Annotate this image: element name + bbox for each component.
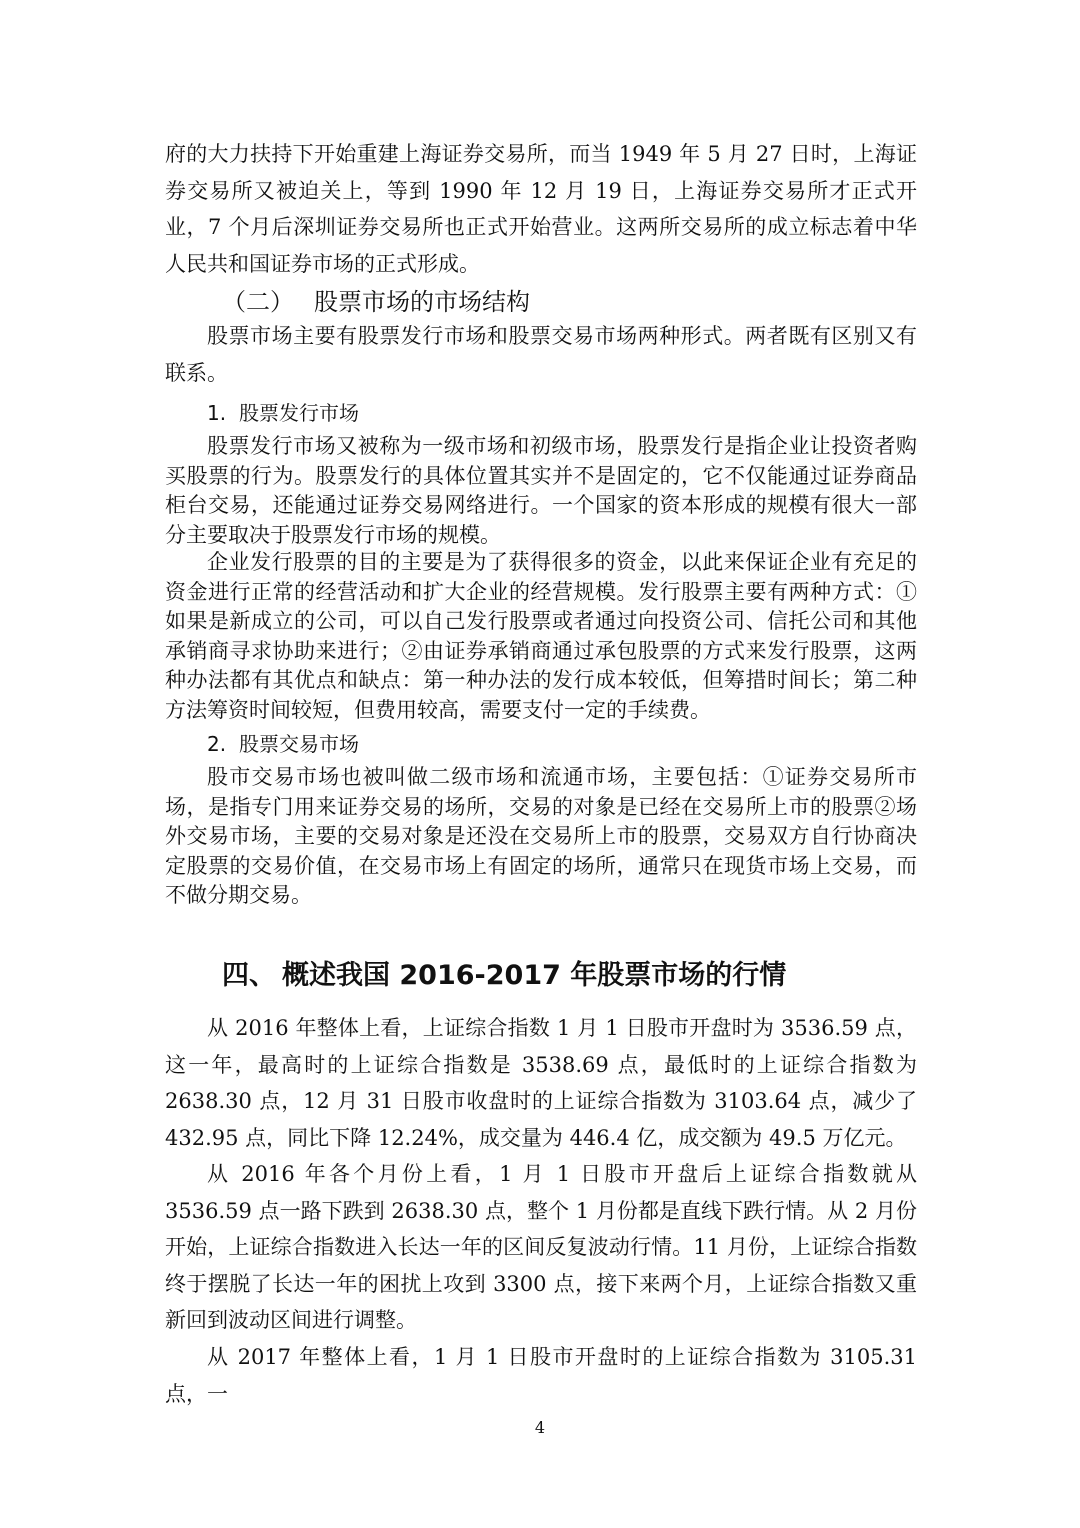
subheading-number: 1.: [207, 401, 227, 425]
paragraph-continuation: 府的大力扶持下开始重建上海证券交易所，而当 1949 年 5 月 27 日时，上海证券交易所又被迫关上，等到 1990 年 12 月 19 日，上海证券交易所才正式开业，7 个月后深圳证券交易所也正式开始营业。这两所交易所的成立标志着中华人民共和国证券市场的正式形成。: [165, 142, 917, 276]
subheading-trade-market: [207, 728, 359, 757]
subheading-issue-market: [207, 397, 359, 426]
chapter-number: 四、: [222, 960, 276, 991]
paragraph-structure-intro: 股票市场主要有股票发行市场和股票交易市场两种形式。两者既有区别又有联系。: [165, 324, 917, 385]
chapter-title: 概述我国 2016-2017 年股票市场的行情: [282, 960, 787, 991]
subheading-title: 股票交易市场: [239, 732, 359, 756]
paragraph-2016-overall: 从 2016 年整体上看，上证综合指数 1 月 1 日股市开盘时为 3536.59 点，这一年，最高时的上证综合指数是 3538.69 点，最低时的上证综合指数为 2638.30 点，12 月 31 日股市收盘时的上证综合指数为 3103.64 点，减少了 432.95 点，同比下降 12.24%，成交量为 446.4 亿，成交额为 49.5 万亿元。: [165, 1016, 917, 1150]
chapter-heading-market-overview: [222, 953, 786, 992]
section-heading-market-structure: [222, 282, 530, 317]
subheading-number: 2.: [207, 732, 227, 756]
section-title: 股票市场的市场结构: [314, 288, 530, 316]
paragraph-2017-overall: 从 2017 年整体上看，1 月 1 日股市开盘时的上证综合指数为 3105.31 点，一: [165, 1345, 917, 1406]
subheading-title: 股票发行市场: [239, 401, 359, 425]
paragraph-issue-market-2: 企业发行股票的目的主要是为了获得很多的资金，以此来保证企业有充足的资金进行正常的经营活动和扩大企业的经营规模。发行股票主要有两种方式：①如果是新成立的公司，可以自己发行股票或者通过向投资公司、信托公司和其他承销商寻求协助来进行；②由证券承销商通过承包股票的方式来发行股票，这两种办法都有其优点和缺点：第一种办法的发行成本较低，但筹措时间长；第二种方法筹资时间较短，但费用较高，需要支付一定的手续费。: [165, 550, 917, 722]
section-number: （二）: [222, 288, 294, 316]
page-number: 4: [534, 1418, 546, 1437]
paragraph-issue-market-1: 股票发行市场又被称为一级市场和初级市场，股票发行是指企业让投资者购买股票的行为。股票发行的具体位置其实并不是固定的，它不仅能通过证券商品柜台交易，还能通过证券交易网络进行。一个国家的资本形成的规模有很大一部分主要取决于股票发行市场的规模。: [165, 434, 917, 547]
paragraph-2016-monthly: 从 2016 年各个月份上看，1 月 1 日股市开盘后上证综合指数就从 3536.59 点一路下跌到 2638.30 点，整个 1 月份都是直线下跌行情。从 2 月份开始，上证综合指数进入长达一年的区间反复波动行情。11 月份，上证综合指数终于摆脱了长达一年的困扰上攻到 3300 点，接下来两个月，上证综合指数又重新回到波动区间进行调整。: [165, 1162, 917, 1332]
paragraph-trade-market: 股市交易市场也被叫做二级市场和流通市场，主要包括：①证券交易所市场，是指专门用来证券交易的场所，交易的对象是已经在交易所上市的股票②场外交易市场，主要的交易对象是还没在交易所上市的股票，交易双方自行协商决定股票的交易价值，在交易市场上有固定的场所，通常只在现货市场上交易，而不做分期交易。: [165, 765, 917, 907]
